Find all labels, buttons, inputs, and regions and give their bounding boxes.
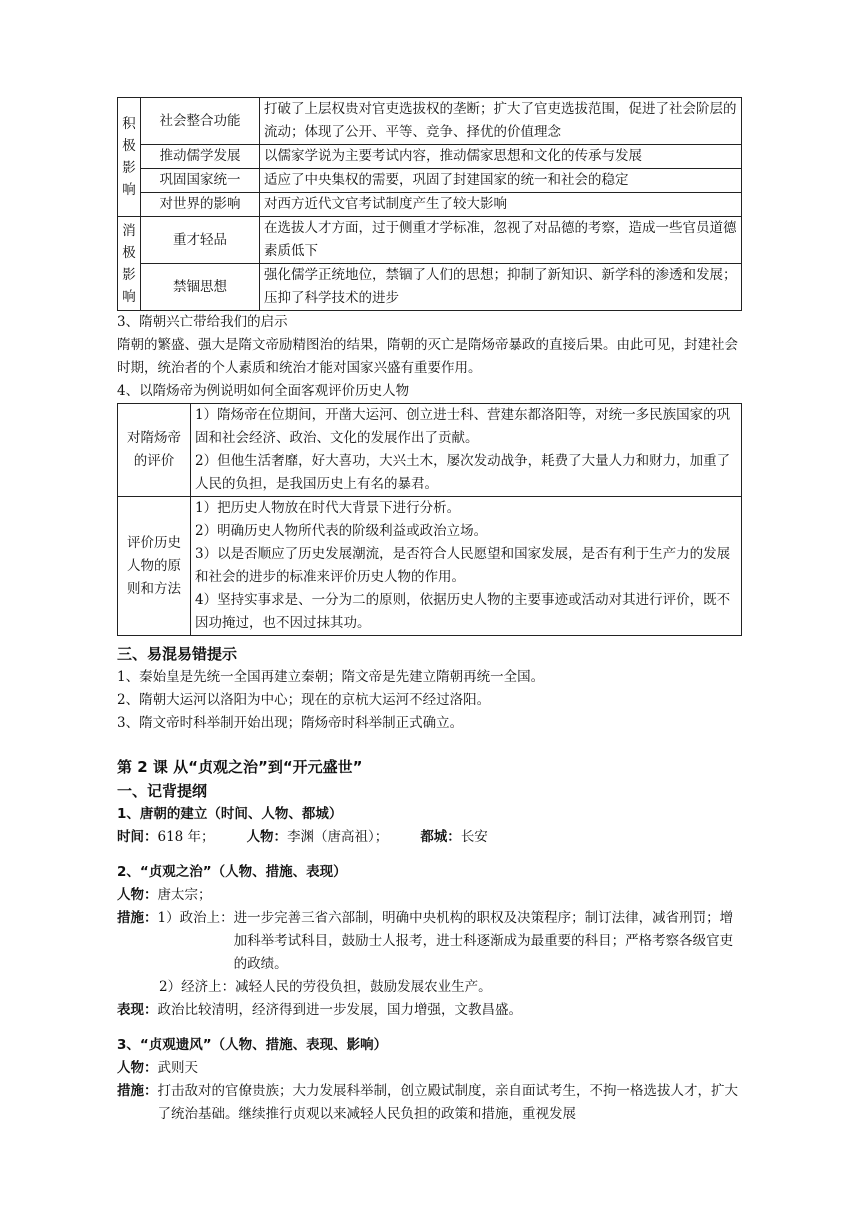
impact-name: 重才轻品 [141,217,260,264]
table-row [118,169,742,193]
table-row [118,217,742,264]
label-capital: 都城： [420,829,461,845]
list-item: 2）明确历史人物所代表的阶级利益或政治立场。 [195,523,488,539]
document-page [117,97,742,1126]
impact-desc: 对西方近代文官考试制度产生了较大影响 [260,193,742,217]
person-line [117,1057,742,1080]
label-time: 时间： [117,829,158,845]
value-person: 武则天 [157,1060,198,1076]
impact-name: 巩固国家统一 [141,169,260,193]
measures-block [117,1080,742,1126]
impact-name: 推动儒学发展 [141,145,260,169]
impact-name: 禁锢思想 [141,264,260,311]
list-item: 1、秦始皇是先统一全国再建立秦朝；隋文帝是先建立隋朝再统一全国。 [117,669,545,685]
person-line [117,884,742,907]
impact-desc: 强化儒学正统地位，禁锢了人们的思想；抑制了新知识、新学科的渗透和发展；压抑了科学技术的进步 [260,264,742,311]
section-title: 4、以隋炀帝为例说明如何全面客观评价历史人物 [117,383,410,399]
result-line [117,999,742,1022]
label-person: 人物： [117,1060,158,1076]
table-row [118,145,742,169]
list-item: 4）坚持实事求是、一分为二的原则，依据历史人物的主要事迹或活动对其进行评价，既不因功掩过，也不因过抹其功。 [195,592,731,631]
subsection-title: 1、唐朝的建立（时间、人物、都城） [117,806,343,822]
paragraph: 隋朝的繁盛、强大是隋文帝励精图治的结果，隋朝的灭亡是隋炀帝暴政的直接后果。由此可见，封建社会时期，统治者的个人素质和统治才能对国家兴盛有重要作用。 [117,337,738,376]
value-result: 政治比较清明，经济得到进一步发展，国力增强，文教昌盛。 [157,1002,522,1018]
section-title: 3、隋朝兴亡带给我们的启示 [117,314,288,330]
measure-economic-text: 减轻人民的劳役负担，鼓励发展农业生产。 [235,979,492,995]
impact-desc: 在选拔人才方面，过于侧重才学标准，忽视了对品德的考察，造成一些官员道德素质低下 [260,217,742,264]
row-label: 对隋炀帝的评价 [118,404,191,497]
measures-block [117,907,742,976]
lesson-title: 第 2 课 从“贞观之治”到“开元盛世” [117,758,363,776]
table-row [118,98,742,145]
heading-tips: 三、易混易错提示 [117,645,238,663]
keju-impact-table [117,97,742,311]
label-person: 人物： [117,887,158,903]
measure-political-label: 1）政治上： [157,910,234,926]
row-label: 评价历史人物的原则和方法 [118,497,191,636]
subsection-title: 2、“贞观之治”（人物、措施、表现） [117,864,347,880]
heading-outline: 一、记背提纲 [117,782,208,800]
list-item: 2）但他生活奢靡，好大喜功，大兴土木，屡次发动战争，耗费了大量人力和财力，加重了人民的负担，是我国历史上有名的暴君。 [195,453,731,492]
impact-name: 对世界的影响 [141,193,260,217]
positive-impact-label: 积极影响 [118,98,141,217]
subsection-title: 3、“贞观遗风”（人物、措施、表现、影响） [117,1037,388,1053]
measure-political-text: 进一步完善三省六部制，明确中央机构的职权及决策程序；制订法律，减省刑罚；增加科举考试科目，鼓励士人报考，进士科逐渐成为最重要的科目；严格考察各级官吏的政绩。 [233,910,734,972]
value-measures: 打击敌对的官僚贵族；大力发展科举制，创立殿试制度，亲自面试考生，不拘一格选拔人才，扩大了统治基础。继续推行贞观以来减轻人民负担的政策和措施，重视发展 [157,1083,738,1122]
impact-name: 社会整合功能 [141,98,260,145]
value-capital: 长安 [460,829,488,845]
label-measures: 措施： [117,1083,158,1099]
measure-economic [117,976,742,999]
evaluation-table [117,403,742,636]
value-person: 唐太宗； [157,887,212,903]
label-result: 表现： [117,1002,158,1018]
list-item: 3、隋文帝时科举制开始出现；隋炀帝时科举制正式确立。 [117,715,464,731]
list-item: 1）隋炀帝在位期间，开凿大运河、创立进士科、营建东都洛阳等，对统一多民族国家的巩固和社会经济、政治、文化的发展作出了贡献。 [195,407,731,446]
impact-desc: 以儒家学说为主要考试内容，推动儒家思想和文化的传承与发展 [260,145,742,169]
label-person: 人物： [246,829,288,845]
table-row [118,264,742,311]
table-row [118,193,742,217]
negative-impact-label: 消极影响 [118,217,141,311]
tang-founding-line [117,826,742,849]
impact-desc: 打破了上层权贵对官吏选拔权的垄断；扩大了官吏选拔范围，促进了社会阶层的流动；体现了公开、平等、竞争、择优的价值理念 [260,98,742,145]
value-time: 618 年； [157,829,215,845]
label-measures: 措施： [117,910,158,926]
list-item: 2、隋朝大运河以洛阳为中心；现在的京杭大运河不经过洛阳。 [117,692,491,708]
table-row [118,404,742,497]
list-item: 1）把历史人物放在时代大背景下进行分析。 [195,500,461,516]
impact-desc: 适应了中央集权的需要，巩固了封建国家的统一和社会的稳定 [260,169,742,193]
measure-economic-label: 2）经济上： [159,979,236,995]
value-person: 李渊（唐高祖）； [287,829,389,845]
list-item: 3）以是否顺应了历史发展潮流，是否符合人民愿望和国家发展，是否有利于生产力的发展和社会的进步的标准来评价历史人物的作用。 [195,546,731,585]
table-row [118,497,742,636]
